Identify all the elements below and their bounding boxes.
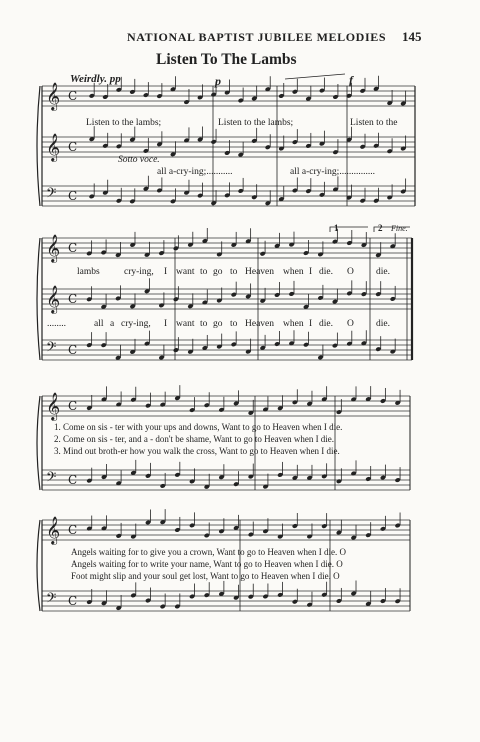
lyric-s2-lower-12: I <box>309 319 313 329</box>
lyric-s1-upper-3: Listen to the <box>350 118 398 128</box>
bass-clef-icon: 𝄢 <box>46 590 57 609</box>
treble-clef-icon: 𝄞 <box>46 133 61 161</box>
second-ending-number: 2 <box>378 223 383 233</box>
lyric-s2-upper-1: lambs <box>77 267 100 277</box>
lyric-s2-upper-5: to <box>200 267 208 277</box>
time-signature: C <box>68 399 78 413</box>
verse-1-line-2: Angels waiting for to give you a crown, Want to go to Heaven when I die. O <box>71 547 347 557</box>
tempo-marking: Weirdly. pp <box>70 73 121 85</box>
time-signature: C <box>68 292 78 306</box>
book-title: NATIONAL BAPTIST JUBILEE MELODIES <box>127 30 387 44</box>
lyric-s2-upper-3: I <box>164 267 168 277</box>
system-brace <box>37 238 40 360</box>
verse-2-line-2: Angels waiting for to write your name, Want to go to Heaven when I die. O <box>71 559 343 569</box>
time-signature: C <box>68 343 78 357</box>
time-signature: C <box>68 473 78 487</box>
treble-clef-icon: 𝄞 <box>46 516 61 544</box>
dynamic-p: p <box>215 74 221 88</box>
lyric-s2-lower-3: a <box>110 319 115 329</box>
lyric-s2-lower-13: die. <box>319 319 333 329</box>
treble-clef-icon: 𝄞 <box>46 392 61 420</box>
lyric-s1-upper-2: Listen to the lambs; <box>218 118 294 128</box>
lyric-s2-upper-8: Heaven <box>245 267 275 277</box>
treble-clef-icon: 𝄞 <box>46 285 61 313</box>
first-ending-number: 1 <box>334 223 339 233</box>
sotto-voce-marking: Sotto voce. <box>118 155 160 165</box>
time-signature: C <box>68 140 78 154</box>
time-signature: C <box>68 594 78 608</box>
lyric-s2-upper-7: to <box>230 267 238 277</box>
lyric-s2-lower-11: when <box>283 319 304 329</box>
lyric-s2-upper-4: want <box>176 267 195 277</box>
lyric-s1-lower-2: all a-cry-ing;............... <box>290 167 375 177</box>
time-signature: C <box>68 189 78 203</box>
verse-3-line-2: Foot might slip and your soul get lost, Want to go to Heaven when I die. O <box>71 571 340 581</box>
time-signature: C <box>68 523 78 537</box>
system-brace <box>37 396 40 490</box>
lyric-s2-upper-6: go <box>213 267 223 277</box>
lyric-s2-lower-9: to <box>230 319 238 329</box>
second-ending-bracket <box>374 227 410 232</box>
lyric-s2-upper-13: die. <box>376 267 390 277</box>
verse-2-line-1: 2. Come on sis - ter, and a - don't be shame, Want to go to Heaven when I die. <box>54 434 335 444</box>
lyric-s1-lower-1: all a-cry-ing;........... <box>157 167 233 177</box>
lyric-s2-lower-15: die. <box>376 319 390 329</box>
first-ending-bracket <box>330 227 368 232</box>
lyric-s2-lower-14: O <box>347 319 354 329</box>
dynamic-f: f <box>349 73 353 87</box>
crescendo-hairpin <box>285 74 345 79</box>
verse-3-line-1: 3. Mind out broth-er how you walk the cross, Want to go to Heaven when I die. <box>54 446 340 456</box>
lyric-s2-lower-4: cry-ing, <box>121 319 151 329</box>
time-signature: C <box>68 89 78 103</box>
song-title: Listen To The Lambs <box>156 51 297 68</box>
lyric-s2-upper-2: cry-ing, <box>124 267 154 277</box>
bass-clef-icon: 𝄢 <box>46 339 57 358</box>
page-number: 145 <box>402 29 422 44</box>
lyric-s2-lower-8: go <box>213 319 223 329</box>
bass-clef-icon: 𝄢 <box>46 185 57 204</box>
system-brace <box>37 520 40 611</box>
system-brace <box>37 86 40 206</box>
treble-clef-icon: 𝄞 <box>46 82 61 110</box>
lyric-s2-upper-9: when <box>283 267 304 277</box>
time-signature: C <box>68 241 78 255</box>
treble-clef-icon: 𝄞 <box>46 234 61 262</box>
lyric-s2-lower-6: want <box>176 319 195 329</box>
lyric-s2-lower-7: to <box>200 319 208 329</box>
fine-marking: Fine. <box>391 224 408 233</box>
verse-1-line-1: 1. Come on sis - ter with your ups and downs, Want to go to Heaven when I die. <box>54 422 343 432</box>
lyric-s2-lower-5: I <box>164 319 168 329</box>
lyric-s2-upper-10: I <box>309 267 313 277</box>
lyric-s2-lower-2: all <box>94 319 104 329</box>
lyric-s1-upper-1: Listen to the lambs; <box>86 118 162 128</box>
bass-clef-icon: 𝄢 <box>46 469 57 488</box>
lyric-s2-lower-1: ........ <box>47 319 66 329</box>
lyric-s2-upper-12: O <box>347 267 354 277</box>
lyric-s2-lower-10: Heaven <box>245 319 275 329</box>
lyric-s2-upper-11: die. <box>319 267 333 277</box>
